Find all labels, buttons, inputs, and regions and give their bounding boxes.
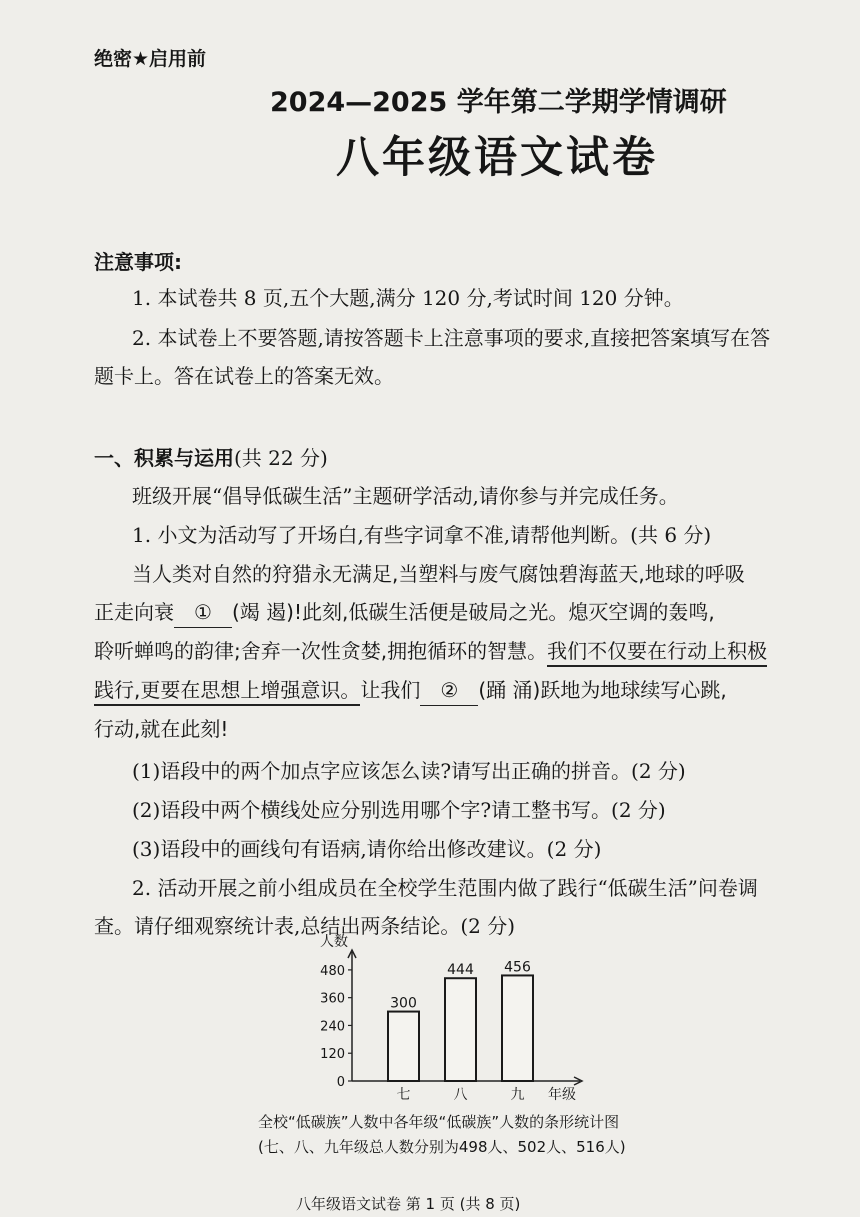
underlined-sentence: 我们不仅要在行动上积极: [547, 639, 767, 667]
question-1: 1. 小文为活动写了开场白,有些字词拿不准,请帮他判断。(共 6 分): [132, 523, 712, 547]
chart-title: 全校“低碳族”人数中各年级“低碳族”人数的条形统计图: [258, 1113, 620, 1131]
notes-title: 注意事项:: [94, 250, 182, 274]
bar-value-label: 300: [390, 995, 417, 1012]
confidential-label: 绝密★启用前: [94, 48, 207, 70]
page-title: 八年级语文试卷: [336, 133, 658, 183]
sub-question-1: (1)语段中的两个加点字应该怎么读?请写出正确的拼音。(2 分): [132, 759, 686, 783]
x-tick-label: 九: [510, 1087, 525, 1103]
bar-chart: [300, 934, 620, 1110]
y-axis-label: 人数: [320, 934, 348, 950]
bar-value-label: 444: [447, 962, 474, 979]
passage-line-3: [94, 636, 767, 666]
bleed-through-text: [430, 48, 449, 75]
passage-line-5: 行动,就在此刻!: [94, 717, 229, 741]
sub-question-3: (3)语段中的画线句有语病,请你给出修改建议。(2 分): [132, 837, 602, 861]
blank-2: ②: [420, 675, 478, 706]
passage-text: (竭 遏)!此刻,低碳生活便是破局之光。熄灭空调的轰鸣,: [232, 600, 715, 624]
note-item-1: 1. 本试卷共 8 页,五个大题,满分 120 分,考试时间 120 分钟。: [132, 286, 684, 310]
passage-text: (踊 涌)跃地为地球续写心跳,: [478, 678, 727, 702]
passage-text: 让我们: [360, 678, 421, 702]
note-item-2-line-2: 题卡上。答在试卷上的答案无效。: [94, 364, 394, 388]
exam-title: 2024—2025 学年第二学期学情调研: [270, 87, 727, 118]
blank-1: ①: [174, 597, 232, 628]
y-tick-label: 360: [320, 991, 345, 1007]
passage-line-2: [94, 597, 715, 628]
passage-line-1: 当人类对自然的狩猎永无满足,当塑料与废气腐蚀碧海蓝天,地球的呼吸: [132, 562, 745, 586]
bar: [502, 975, 533, 1081]
section-title: 一、积累与运用: [94, 446, 234, 470]
section-heading: [94, 442, 328, 471]
y-tick-label: 240: [320, 1019, 345, 1035]
y-tick-label: 480: [320, 963, 345, 979]
activity-intro: 班级开展“倡导低碳生活”主题研学活动,请你参与并完成任务。: [132, 484, 679, 508]
x-tick-label: 八: [453, 1087, 468, 1103]
x-axis-label: 年级: [548, 1087, 576, 1103]
x-tick-label: 七: [396, 1087, 411, 1103]
chart-subtitle: (七、八、九年级总人数分别为498人、502人、516人): [258, 1138, 626, 1156]
passage-line-4: [94, 675, 727, 706]
section-score: (共 22 分): [234, 446, 328, 470]
passage-text: 正走向衰: [94, 600, 174, 624]
sub-question-2: (2)语段中两个横线处应分别选用哪个字?请工整书写。(2 分): [132, 798, 666, 822]
bar-value-label: 456: [504, 959, 531, 976]
note-item-2-line-1: 2. 本试卷上不要答题,请按答题卡上注意事项的要求,直接把答案填写在答: [132, 326, 771, 350]
passage-text: 聆听蝉鸣的韵律;舍弃一次性贪婪,拥抱循环的智慧。: [94, 639, 548, 663]
bar: [388, 1012, 419, 1081]
question-2-line-1: 2. 活动开展之前小组成员在全校学生范围内做了践行“低碳生活”问卷调: [132, 876, 758, 900]
underlined-sentence: 践行,更要在思想上增强意识。: [94, 678, 360, 706]
page-footer: 八年级语文试卷 第 1 页 (共 8 页): [296, 1195, 521, 1213]
y-tick-label: 120: [320, 1047, 345, 1063]
y-tick-label: 0: [336, 1075, 345, 1090]
bar: [445, 978, 476, 1081]
question-2-line-2: 查。请仔细观察统计表,总结出两条结论。(2 分): [94, 914, 516, 938]
